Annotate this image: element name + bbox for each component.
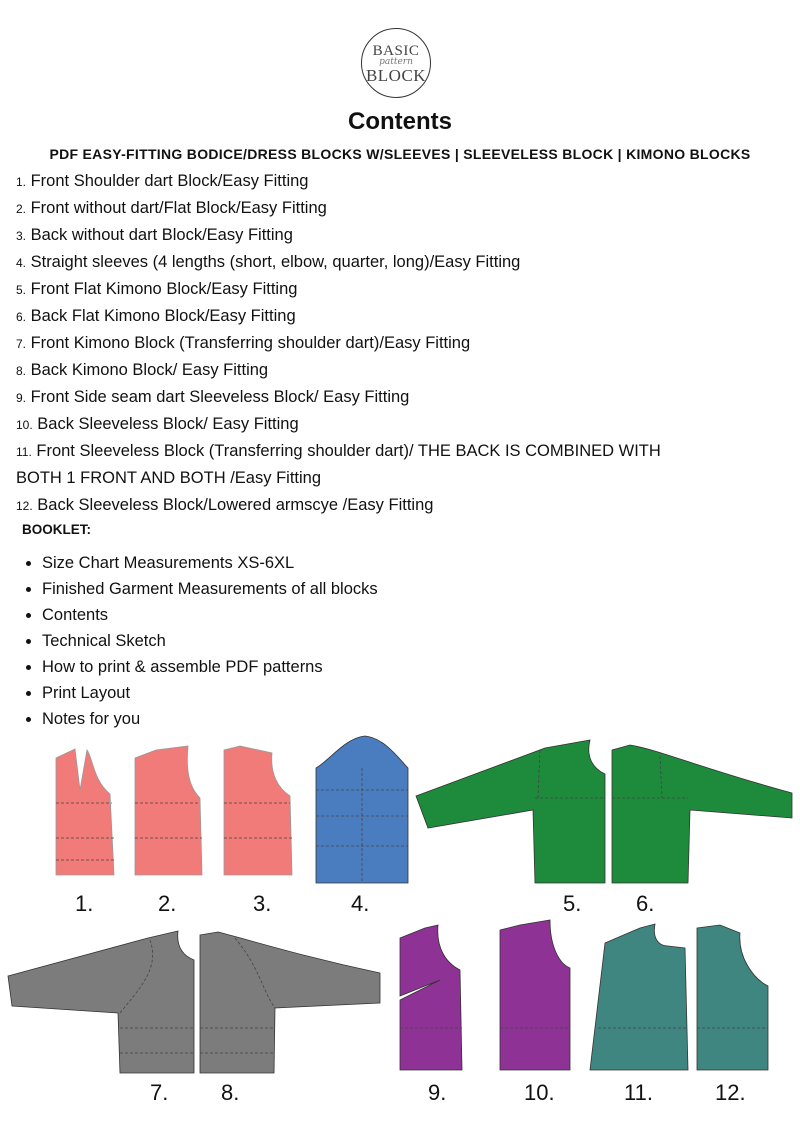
back-lowered-armscye-sleeveless-block (697, 925, 768, 1070)
block-shape (8, 931, 194, 1073)
item-text: Front Flat Kimono Block/Easy Fitting (26, 280, 298, 298)
item-number: 3. (16, 229, 27, 243)
item-text: Straight sleeves (4 lengths (short, elbow, quarter, long)/Easy Fitting (26, 253, 521, 271)
item-number: 1. (16, 175, 27, 189)
item-text: BOTH 1 FRONT AND BOTH /Easy Fitting (16, 469, 322, 487)
item-text: Front Kimono Block (Transferring shoulder dart)/Easy Fitting (26, 334, 471, 352)
item-number: 12. (16, 499, 33, 513)
figure-label: 6. (636, 891, 655, 916)
item-text: Back Sleeveless Block/ Easy Fitting (32, 415, 299, 433)
booklet-item: Notes for you (22, 706, 378, 732)
contents-item (16, 492, 776, 519)
figure-label: 9. (428, 1080, 447, 1105)
item-text: Back Sleeveless Block/Lowered armscye /Easy Fitting (32, 496, 434, 514)
front-side-dart-sleeveless-block (400, 925, 462, 1070)
item-number: 2. (16, 202, 27, 216)
figure-label: 11. (624, 1080, 653, 1105)
figure-label: 7. (150, 1080, 169, 1105)
figure-label: 8. (221, 1080, 240, 1105)
item-text: Back Flat Kimono Block/Easy Fitting (26, 307, 296, 325)
contents-list (16, 168, 776, 519)
contents-item (16, 357, 776, 384)
logo-line-3: BLOCK (365, 66, 427, 85)
item-number: 8. (16, 364, 27, 378)
item-number: 11. (16, 445, 32, 459)
block-shape (400, 925, 462, 1070)
item-text: Back without dart Block/Easy Fitting (26, 226, 293, 244)
back-flat-kimono-block (612, 745, 792, 883)
item-number: 4. (16, 256, 27, 270)
brand-logo (361, 28, 431, 98)
item-number: 5. (16, 283, 27, 297)
contents-item (16, 276, 776, 303)
contents-item-continued (16, 465, 776, 492)
contents-item (16, 222, 776, 249)
item-text: Front Side seam dart Sleeveless Block/ Easy Fitting (26, 388, 410, 406)
item-number: 7. (16, 337, 27, 351)
pattern-blocks-illustration (0, 728, 800, 1128)
item-number: 6. (16, 310, 27, 324)
back-kimono-block (200, 932, 380, 1073)
item-number: 9. (16, 391, 27, 405)
booklet-item: Size Chart Measurements XS-6XL (22, 550, 378, 576)
figure-label: 5. (563, 891, 582, 916)
figure-label: 10. (524, 1080, 555, 1105)
page-title: Contents (348, 108, 452, 135)
figure-label: 1. (75, 891, 94, 916)
front-flat-kimono-block (416, 740, 605, 883)
booklet-item: Contents (22, 602, 378, 628)
contents-item (16, 438, 776, 465)
booklet-item: Technical Sketch (22, 628, 378, 654)
figure-label: 12. (715, 1080, 746, 1105)
straight-sleeve-block (316, 736, 408, 883)
item-text: Front without dart/Flat Block/Easy Fitting (26, 199, 327, 217)
back-sleeveless-block (500, 920, 570, 1070)
booklet-item: Finished Garment Measurements of all blocks (22, 576, 378, 602)
front-transferred-dart-sleeveless-block (590, 924, 688, 1070)
contents-item (16, 384, 776, 411)
page-subtitle: PDF EASY-FITTING BODICE/DRESS BLOCKS W/SLEEVES | SLEEVELESS BLOCK | KIMONO BLOCKS (49, 146, 751, 162)
front-shoulder-dart-block (56, 749, 114, 875)
logo-line-2: pattern (379, 57, 413, 67)
contents-item (16, 303, 776, 330)
block-shape (224, 746, 292, 875)
contents-item (16, 168, 776, 195)
figure-label: 4. (351, 891, 370, 916)
front-flat-block (135, 746, 202, 875)
booklet-item: Print Layout (22, 680, 378, 706)
contents-item (16, 249, 776, 276)
contents-item (16, 330, 776, 357)
block-shape (135, 746, 202, 875)
booklet-list (22, 550, 378, 732)
item-text: Front Shoulder dart Block/Easy Fitting (26, 172, 309, 190)
contents-item (16, 411, 776, 438)
front-kimono-block (8, 931, 194, 1073)
block-shape (612, 745, 792, 883)
contents-item (16, 195, 776, 222)
block-shape (56, 749, 114, 875)
back-block (224, 746, 292, 875)
logo-line-1: BASIC (372, 43, 420, 59)
figure-label: 3. (253, 891, 272, 916)
figure-label: 2. (158, 891, 177, 916)
item-text: Front Sleeveless Block (Transferring shoulder dart)/ THE BACK IS COMBINED WITH (31, 442, 661, 460)
item-text: Back Kimono Block/ Easy Fitting (26, 361, 269, 379)
item-number: 10. (16, 418, 33, 432)
booklet-item: How to print & assemble PDF patterns (22, 654, 378, 680)
block-shape (697, 925, 768, 1070)
booklet-heading: BOOKLET: (22, 522, 91, 537)
block-shape (590, 924, 688, 1070)
block-shape (200, 932, 380, 1073)
block-shape (416, 740, 605, 883)
block-shape (500, 920, 570, 1070)
